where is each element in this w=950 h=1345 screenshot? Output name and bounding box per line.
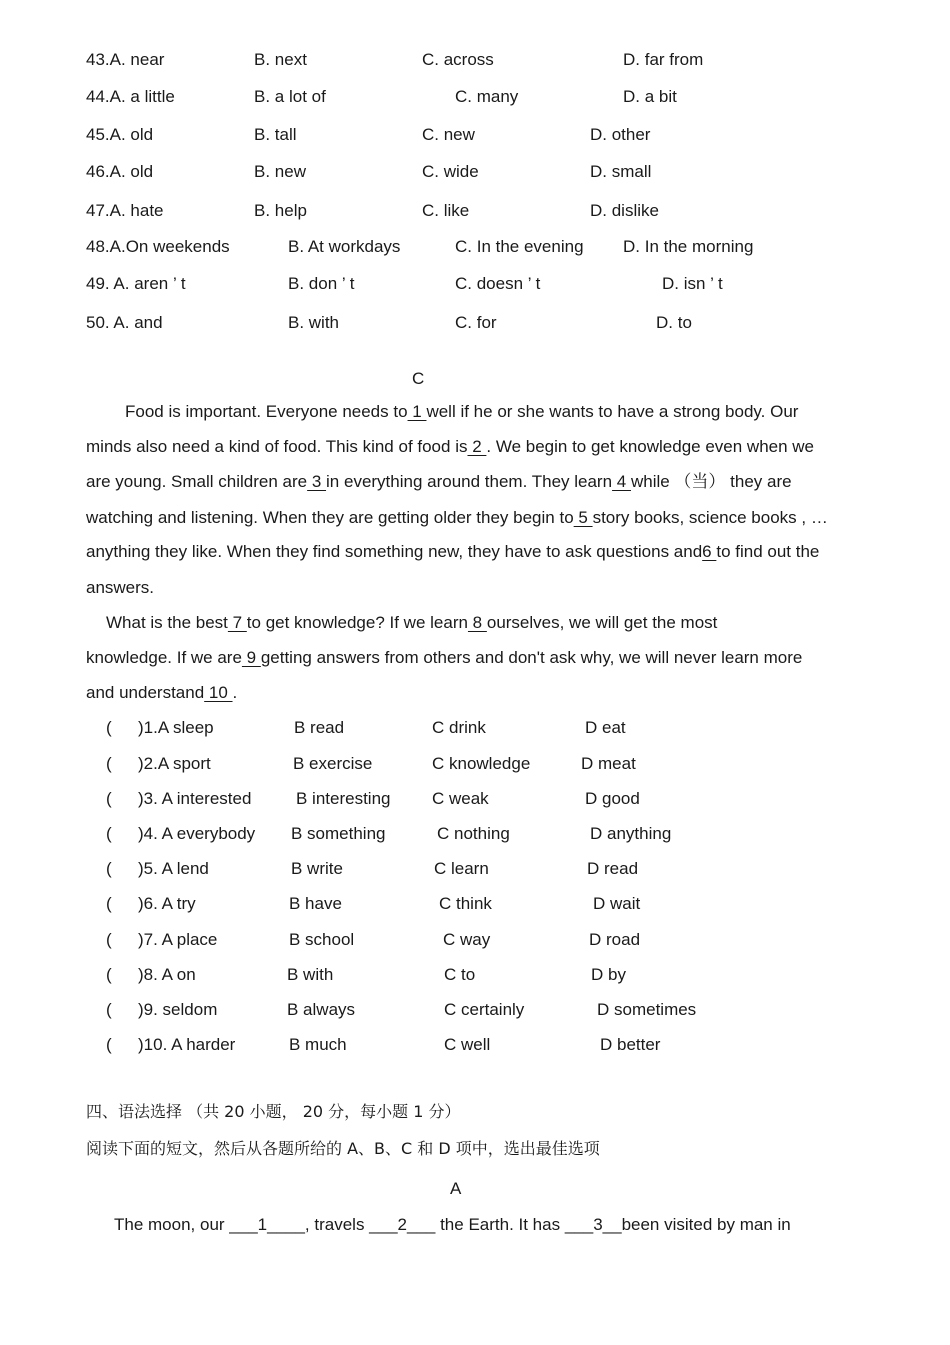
passage-line: are young. Small children are 3 in everything around them. They learn 4 while （当） they are (86, 472, 792, 491)
question-option-a: )9. seldom (138, 1000, 218, 1019)
answer-paren: ( (106, 859, 112, 878)
answer-paren: ( (106, 789, 112, 808)
question-option-d: D sometimes (597, 1000, 697, 1019)
section-four-instruction: 阅读下面的短文，然后从各题所给的 A、B、C 和 D 项中，选出最佳选项 (86, 1139, 600, 1158)
option-d: D. a bit (623, 87, 677, 106)
passage-line: What is the best 7 to get knowledge? If we learn 8 ourselves, we will get the most (106, 613, 718, 632)
blank-2: ___2___ (369, 1215, 436, 1234)
question-option-d: D good (585, 789, 640, 808)
answer-paren: ( (106, 1000, 112, 1019)
answer-paren: ( (106, 894, 112, 913)
question-option-b: B have (289, 894, 342, 913)
passage-a-heading: A (450, 1179, 462, 1198)
option-a: 43.A. near (86, 50, 165, 69)
question-option-a: )8. A on (138, 965, 196, 984)
blank-3: ___3__ (564, 1215, 622, 1234)
option-b: B. don ’ t (288, 274, 355, 293)
passage-line: and understand 10 . (86, 683, 238, 702)
option-d: D. dislike (590, 201, 659, 220)
option-d: D. other (590, 125, 651, 144)
question-option-d: D by (591, 965, 626, 984)
question-option-d: D better (600, 1035, 661, 1054)
blank-1: ___1____ (229, 1215, 305, 1234)
passage-line: knowledge. If we are 9 getting answers from others and don't ask why, we will never learn more (86, 648, 803, 667)
blank-8: 8 (467, 613, 487, 632)
question-option-a: )4. A everybody (138, 824, 256, 843)
blank-2: 2 (467, 437, 487, 456)
option-d: D. In the morning (623, 237, 754, 256)
option-b: B. with (288, 313, 340, 332)
question-option-b: B read (294, 718, 345, 737)
question-option-b: B something (291, 824, 386, 843)
option-a: 50. A. and (86, 313, 163, 332)
option-a: 44.A. a little (86, 87, 175, 106)
blank-9: 9 (241, 648, 261, 667)
answer-paren: ( (106, 1035, 112, 1054)
answer-paren: ( (106, 965, 112, 984)
answer-paren: ( (106, 754, 112, 773)
question-option-d: D anything (590, 824, 672, 843)
option-d: D. far from (623, 50, 704, 69)
option-c: C. wide (422, 162, 479, 181)
passage-line: minds also need a kind of food. This kind of food is 2 . We begin to get knowledge even when we (86, 437, 815, 456)
option-c: C. doesn ’ t (455, 274, 541, 293)
question-option-a: )1.A sleep (138, 718, 214, 737)
question-option-b: B school (289, 930, 355, 949)
option-c: C. In the evening (455, 237, 584, 256)
option-d: D. small (590, 162, 652, 181)
question-option-d: D eat (585, 718, 626, 737)
question-option-c: C think (439, 894, 492, 913)
question-option-a: )2.A sport (138, 754, 211, 773)
option-c: C. across (422, 50, 494, 69)
passage-line: watching and listening. When they are getting older they begin to 5 story books, science books , … (86, 508, 828, 527)
option-c: C. like (422, 201, 470, 220)
section-c-heading: C (412, 369, 425, 388)
option-b: B. help (254, 201, 307, 220)
answer-paren: ( (106, 718, 112, 737)
option-a: 48.A.On weekends (86, 237, 230, 256)
question-option-b: B with (287, 965, 334, 984)
option-c: C. new (422, 125, 475, 144)
passage-line: Food is important. Everyone needs to 1 well if he or she wants to have a strong body. Our (125, 402, 799, 421)
option-b: B. next (254, 50, 307, 69)
question-option-c: C learn (434, 859, 489, 878)
option-a: 45.A. old (86, 125, 154, 144)
question-option-a: )3. A interested (138, 789, 252, 808)
section-four-title: 四、语法选择 （共 20 小题， 20 分，每小题 1 分） (86, 1102, 461, 1121)
option-a: 46.A. old (86, 162, 154, 181)
question-option-c: C certainly (444, 1000, 525, 1019)
option-c: C. many (455, 87, 519, 106)
question-option-b: B interesting (296, 789, 391, 808)
option-c: C. for (455, 313, 497, 332)
question-option-d: D read (587, 859, 639, 878)
question-option-c: C way (443, 930, 491, 949)
option-d: D. to (656, 313, 692, 332)
blank-4: 4 (612, 472, 631, 491)
question-option-c: C to (444, 965, 476, 984)
question-option-c: C weak (432, 789, 489, 808)
question-option-a: )5. A lend (138, 859, 209, 878)
question-option-b: B exercise (293, 754, 373, 773)
question-option-d: D meat (581, 754, 636, 773)
blank-3: 3 (307, 472, 327, 491)
passage-line: The moon, our ___1____, travels ___2___ the Earth. It has ___3__been visited by man in (114, 1215, 791, 1234)
option-a: 47.A. hate (86, 201, 164, 220)
question-option-c: C drink (432, 718, 486, 737)
question-option-c: C nothing (437, 824, 510, 843)
question-option-d: D road (589, 930, 641, 949)
blank-1: 1 (407, 402, 427, 421)
blank-7: 7 (227, 613, 247, 632)
question-option-d: D wait (593, 894, 641, 913)
passage-line: anything they like. When they find something new, they have to ask questions and6 to find out the (86, 542, 820, 561)
blank-5: 5 (573, 508, 593, 527)
question-option-a: )7. A place (138, 930, 218, 949)
option-a: 49. A. aren ’ t (86, 274, 186, 293)
option-b: B. At workdays (288, 237, 401, 256)
question-option-b: B write (291, 859, 343, 878)
question-option-c: C well (444, 1035, 491, 1054)
blank-10: 10 (204, 683, 233, 702)
passage-line: answers. (86, 578, 155, 597)
option-b: B. new (254, 162, 306, 181)
option-b: B. tall (254, 125, 297, 144)
answer-paren: ( (106, 930, 112, 949)
question-option-b: B much (289, 1035, 347, 1054)
answer-paren: ( (106, 824, 112, 843)
blank-6: 6 (702, 542, 717, 561)
question-option-a: )10. A harder (138, 1035, 236, 1054)
question-option-b: B always (287, 1000, 356, 1019)
question-option-a: )6. A try (138, 894, 196, 913)
question-option-c: C knowledge (432, 754, 531, 773)
option-b: B. a lot of (254, 87, 326, 106)
option-d: D. isn ’ t (662, 274, 723, 293)
